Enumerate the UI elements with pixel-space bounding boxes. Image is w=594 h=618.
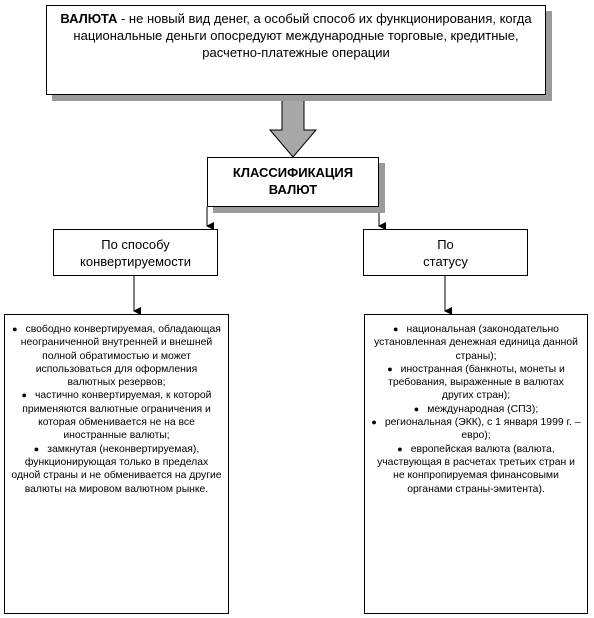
convertibility-line-2: конвертируемости [80,254,191,269]
classification-line-2: ВАЛЮТ [268,182,318,197]
bullet-icon: ● [33,443,40,454]
status-list [364,314,588,614]
classification-box [207,157,379,207]
list-item: ● национальная (законодательно установленная денежная единица данной страны); [374,324,578,362]
definition-text: - не новый вид денег, а особый способ их функционирования, когда национальные деньги опосредуют международные торговые, кредитные, расчетно-платежные операции [73,11,532,60]
block-arrow [270,95,316,157]
convertibility-list [4,314,229,614]
bullet-icon: ● [371,417,377,428]
bullet-icon: ● [21,390,27,401]
convertibility-box [53,229,218,276]
bullet-icon: ● [397,443,403,454]
list-item: ● иностранная (банкноты, монеты и требования, выраженные в валютах других стран); [387,363,565,402]
status-line-2: статусу [423,254,468,269]
definition-term: ВАЛЮТА [60,11,118,26]
convertibility-line-1: По способу [101,237,170,252]
status-line-1: По [437,237,454,252]
list-item: ● частично конвертируемая, к которой применяются валютные ограничения и которая обменивается не на все иностранные валюты; [21,390,212,442]
definition-box [46,5,546,95]
list-item: ● международная (СПЗ); [413,403,539,415]
classification-line-1: КЛАССИФИКАЦИЯ [232,165,354,180]
list-item: ● свободно конвертируемая, обладающая неограниченной внутренней и внешней полной обратимостью и может использоваться для оформления валютных резервов; [12,324,221,389]
list-item: ● европейская валюта (валюта, участвующая в расчетах третьих стран и не конпропируемая финансовыми органами страны-эмитента). [377,443,575,495]
status-box [363,229,528,276]
bullet-icon: ● [387,363,393,374]
bullet-icon: ● [12,324,18,334]
bullet-icon: ● [393,324,399,334]
list-item: ● замкнутая (неконвертируемая), функционирующая только в пределах одной страны и не обменивается на другие валюты на мировом валютном рынке. [11,443,222,495]
list-item: ● региональная (ЭКК), с 1 января 1999 г. – евро); [371,417,581,442]
bullet-icon: ● [413,403,420,414]
